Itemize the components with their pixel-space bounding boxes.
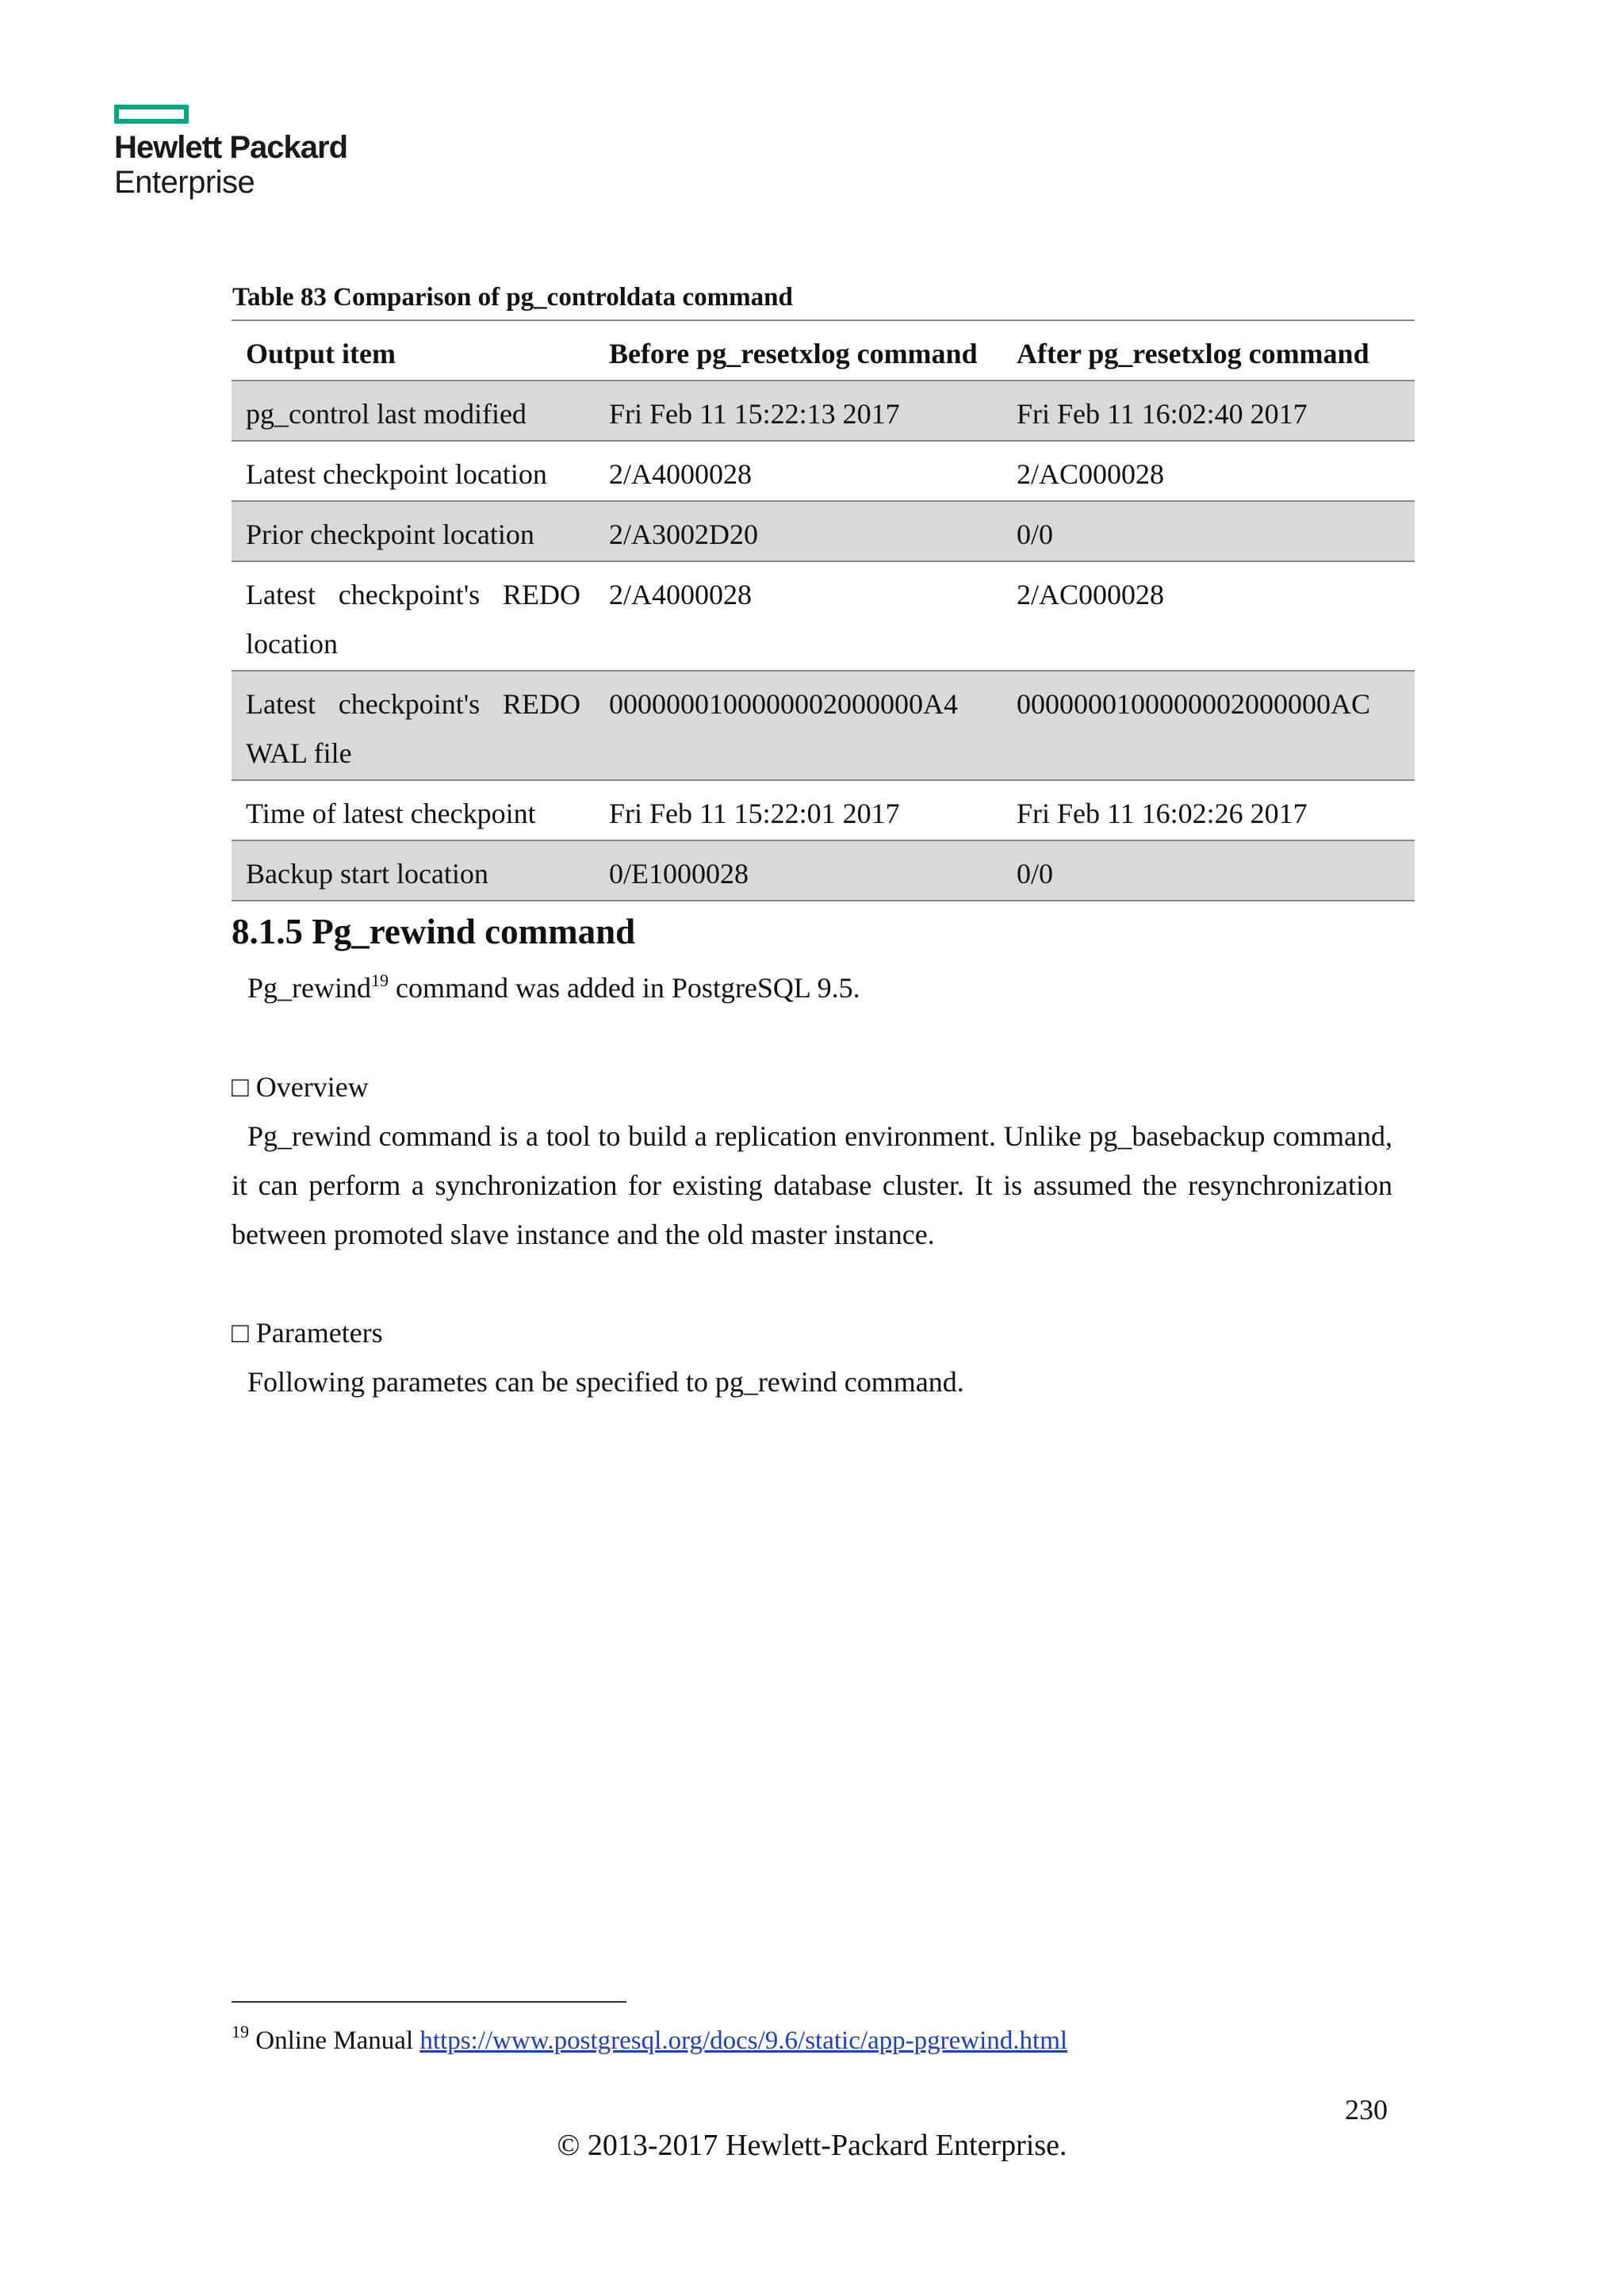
table-cell: Prior checkpoint location — [232, 501, 595, 561]
overview-paragraph: Pg_rewind command is a tool to build a replication environment. Unlike pg_basebackup command, it can perform a synchronization for existing database cluster. It is assumed the resynchronization between promoted slave instance and the old master instance. — [232, 1120, 1392, 1250]
table-cell: Latest checkpoint location — [232, 441, 595, 501]
footnote-number: 19 — [232, 2022, 249, 2042]
table-cell: 2/AC000028 — [1002, 561, 1415, 671]
table-row — [232, 840, 1415, 901]
table-caption: Table 83 Comparison of pg_controldata command — [232, 283, 793, 312]
copyright-notice: © 2013-2017 Hewlett-Packard Enterprise. — [557, 2129, 1067, 2162]
table-row — [232, 441, 1415, 501]
hpe-logo-bar-icon — [114, 105, 189, 124]
column-header: Output item — [232, 320, 595, 381]
table-cell: 2/AC000028 — [1002, 441, 1415, 501]
table-cell: Backup start location — [232, 840, 595, 901]
table-cell: Fri Feb 11 15:22:01 2017 — [595, 780, 1002, 840]
table-cell: 0/E1000028 — [595, 840, 1002, 901]
table-row — [232, 671, 1415, 780]
table-cell: Time of latest checkpoint — [232, 780, 595, 840]
table-header-row — [232, 320, 1415, 381]
table-cell: Latest checkpoint's REDO location — [232, 561, 595, 671]
logo-text-line1: Hewlett Packard — [114, 130, 348, 165]
table-row — [232, 501, 1415, 561]
company-logo — [114, 105, 347, 200]
table-cell: 2/A3002D20 — [595, 501, 1002, 561]
footnote — [232, 2022, 1067, 2060]
logo-text-line2: Enterprise — [114, 165, 255, 200]
overview-label: □ Overview — [232, 1071, 369, 1103]
table-row — [232, 780, 1415, 840]
table-cell: Fri Feb 11 16:02:26 2017 — [1002, 780, 1415, 840]
table-cell: 0000000100000002000000A4 — [595, 671, 1002, 780]
table-row — [232, 561, 1415, 671]
intro-paragraph — [232, 963, 1408, 1012]
column-header: Before pg_resetxlog command — [595, 320, 1002, 381]
parameters-label: □ Parameters — [232, 1317, 383, 1349]
parameters-paragraph: Following parametes can be specified to pg_rewind command. — [247, 1366, 964, 1398]
section-heading: 8.1.5 Pg_rewind command — [232, 912, 636, 951]
table-cell: 0000000100000002000000AC — [1002, 671, 1415, 780]
table-cell: pg_control last modified — [232, 381, 595, 441]
page-number: 230 — [1345, 2094, 1388, 2126]
footnote-reference[interactable]: 19 — [371, 970, 389, 990]
table-cell: 2/A4000028 — [595, 441, 1002, 501]
table-cell: 0/0 — [1002, 840, 1415, 901]
footnote-link[interactable]: https://www.postgresql.org/docs/9.6/static/app-pgrewind.html — [419, 2026, 1068, 2055]
intro-text-end: command was added in PostgreSQL 9.5. — [389, 972, 860, 1004]
table-cell: 0/0 — [1002, 501, 1415, 561]
footnote-text: Online Manual — [249, 2026, 420, 2055]
table-cell: 2/A4000028 — [595, 561, 1002, 671]
table-cell: Fri Feb 11 16:02:40 2017 — [1002, 381, 1415, 441]
comparison-table — [232, 320, 1415, 901]
table-cell: Fri Feb 11 15:22:13 2017 — [595, 381, 1002, 441]
table-row — [232, 381, 1415, 441]
intro-text-start: Pg_rewind — [247, 972, 371, 1004]
column-header: After pg_resetxlog command — [1002, 320, 1415, 381]
footnote-divider — [232, 2001, 626, 2003]
table-cell: Latest checkpoint's REDO WAL file — [232, 671, 595, 780]
